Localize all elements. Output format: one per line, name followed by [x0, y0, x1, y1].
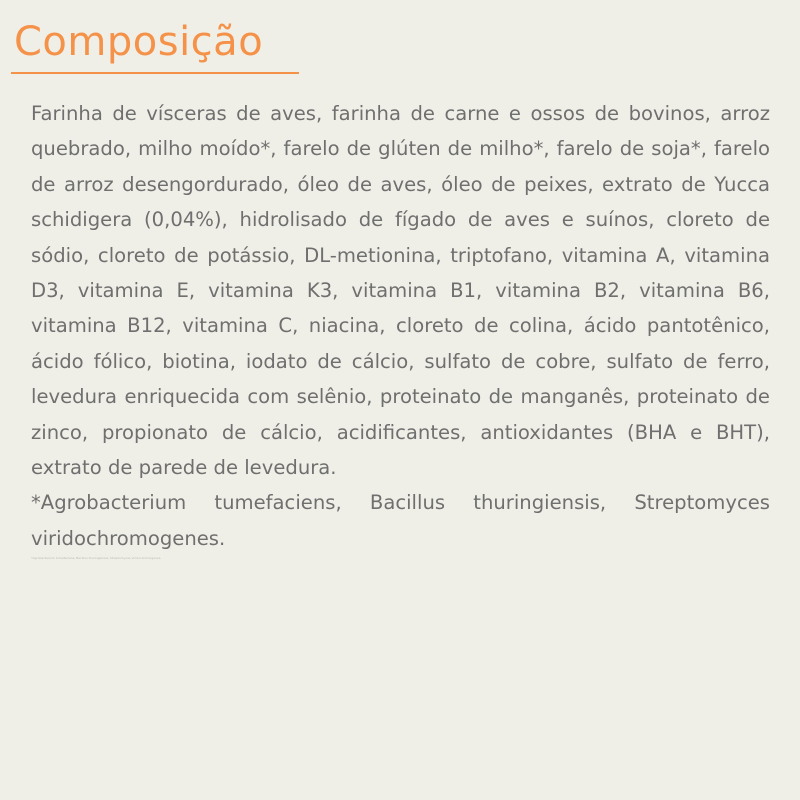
footnote-paragraph: *Agrobacterium tumefaciens, Bacillus thuringiensis, Streptomyces viridochromogenes. [31, 491, 770, 550]
ingredients-paragraph: Farinha de vísceras de aves, farinha de carne e ossos de bovinos, arroz quebrado, milho moído*, farelo de glúten de milho*, farelo de soja*, farelo de arroz desengordurado, óleo de aves, óleo de peixes, extrato de Yucca schidigera (0,04%), hidrolisado de fígado de aves e suínos, cloreto de sódio, cloreto de potássio, DL-metionina, triptofano, vitamina A, vitamina D3, vitamina E, vitamina K3, vitamina B1, vitamina B2, vitamina B6, vitamina B12, vitamina C, niacina, cloreto de colina, ácido pantotênico, ácido fólico, biotina, iodato de cálcio, sulfato de cobre, sulfato de ferro, levedura enriquecida com selênio, proteinato de manganês, proteinato de zinco, propionato de cálcio, acidificantes, antioxidantes (BHA e BHT), extrato de parede de levedura. [31, 102, 770, 480]
title-underline [11, 72, 299, 74]
tiny-footnote-text: *Agrobacterium tumefaciens, Bacillus thuringiensis, Streptomyces viridochromogenes. [31, 556, 162, 560]
composition-content [31, 96, 770, 556]
page-title: Composição [14, 19, 264, 65]
